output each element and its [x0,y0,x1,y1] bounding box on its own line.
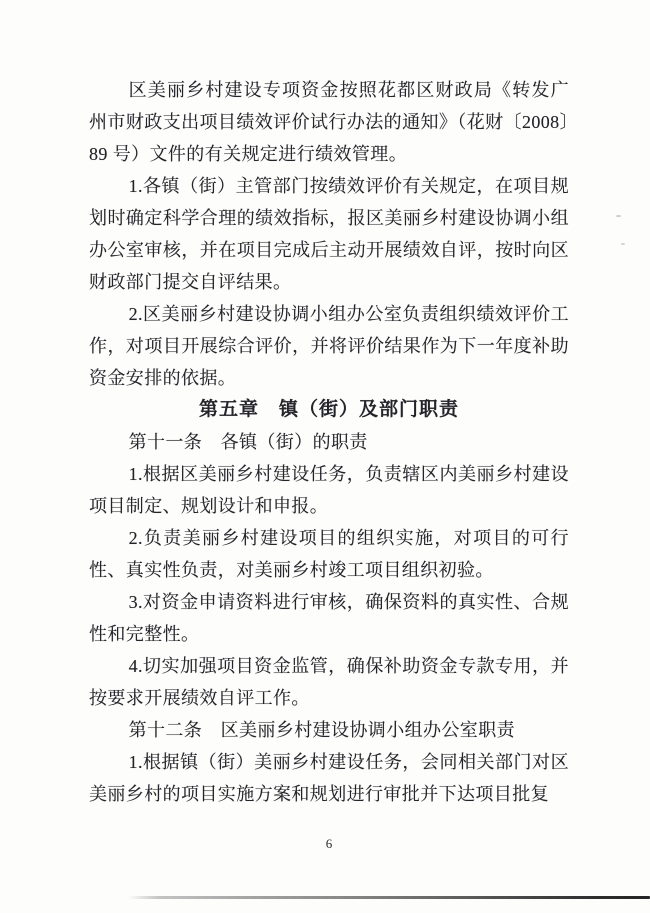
paragraph: 2.负责美丽乡村建设项目的组织实施，对项目的可行性、真实性负责，对美丽乡村竣工项目组织初验。 [89,528,569,580]
paragraph: 1.各镇（街）主管部门按绩效评价有关规定，在项目规划时确定科学合理的绩效指标，报区美丽乡村建设协调小组办公室审核，并在项目完成后主动开展绩效自评，按时向区财政部门提交自评结果。 [89,176,569,292]
paragraph: 1.根据镇（街）美丽乡村建设任务，会同相关部门对区美丽乡村的项目实施方案和规划进行审批并下达项目批复 [89,752,569,804]
paragraph: 4.切实加强项目资金监管，确保补助资金专款专用，并按要求开展绩效自评工作。 [89,656,569,708]
paragraph: 2.区美丽乡村建设协调小组办公室负责组织绩效评价工作，对项目开展综合评价，并将评价结果作为下一年度补助资金安排的依据。 [89,304,569,388]
scan-speck [616,215,621,217]
paragraph: 第十二条 区美丽乡村建设协调小组办公室职责 [128,720,515,740]
page-number: 6 [325,836,333,851]
scan-artifact-line [128,896,650,899]
paragraph: 第十一条 各镇（街）的职责 [128,432,368,452]
scan-speck [621,243,625,245]
document-body [89,74,569,810]
page-footer [89,836,569,852]
chapter-heading: 第五章 镇（街）及部门职责 [198,399,459,420]
paragraph: 1.根据区美丽乡村建设任务，负责辖区内美丽乡村建设项目制定、规划设计和申报。 [89,464,569,516]
paragraph: 3.对资金申请资料进行审核，确保资料的真实性、合规性和完整性。 [89,592,569,644]
paragraph: 区美丽乡村建设专项资金按照花都区财政局《转发广州市财政支出项目绩效评价试行办法的通知》（花财〔2008〕89 号）文件的有关规定进行绩效管理。 [89,80,569,164]
